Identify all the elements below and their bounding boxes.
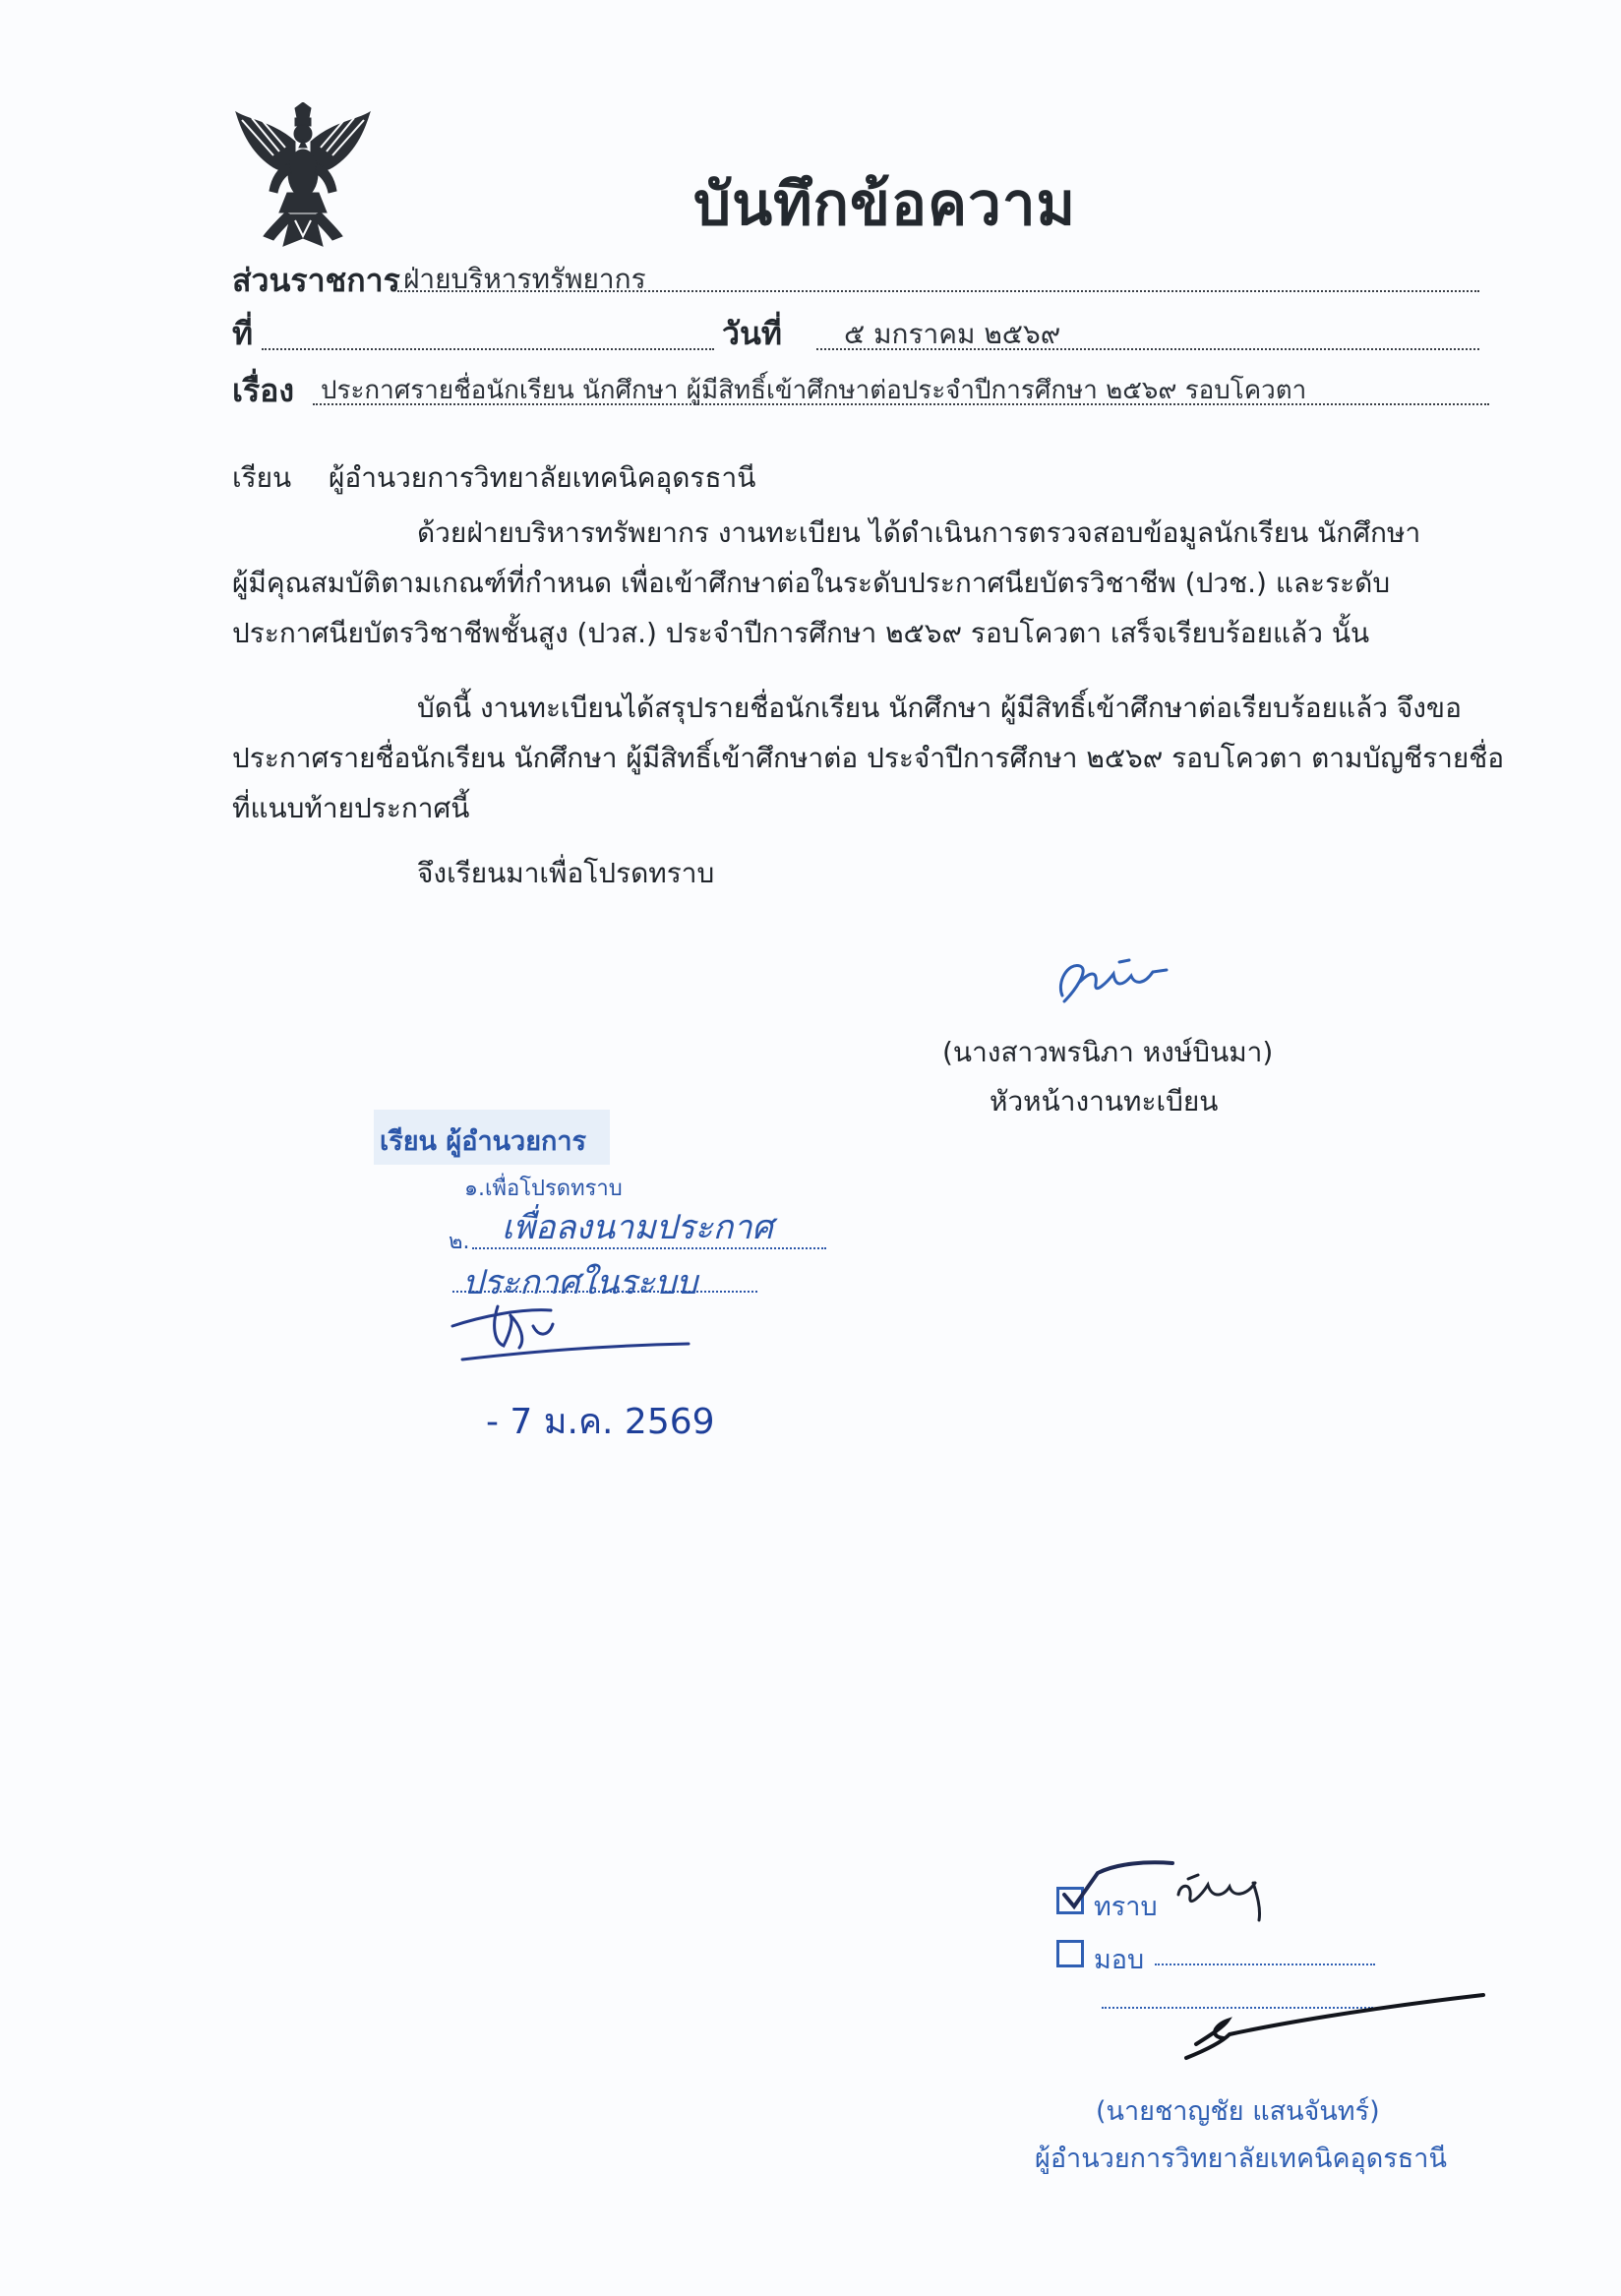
paragraph-2-line-3: ที่แนบท้ายประกาศนี้ — [232, 792, 470, 824]
stamp-heading: เรียน ผู้อำนวยการ — [380, 1126, 587, 1157]
paragraph-1-line-2: ผู้มีคุณสมบัติตามเกณฑ์ที่กำหนด เพื่อเข้าศึกษาต่อในระดับประกาศนียบัตรวิชาชีพ (ปวช.) และระดับ — [232, 567, 1391, 599]
paragraph-2-line-2: ประกาศรายชื่อนักเรียน นักศึกษา ผู้มีสิทธิ์เข้าศึกษาต่อ ประจำปีการศึกษา ๒๕๖๙ รอบโควตา ตามบัญชีรายชื่อ — [232, 742, 1505, 774]
date-label: วันที่ — [722, 315, 782, 352]
subject-value: ประกาศรายชื่อนักเรียน นักศึกษา ผู้มีสิทธิ์เข้าศึกษาต่อประจำปีการศึกษา ๒๕๖๙ รอบโควตา — [321, 376, 1307, 405]
garuda-emblem-icon — [234, 102, 372, 250]
director-initial-icon — [1169, 1865, 1277, 1924]
stamp-item-2-prefix: ๒. — [449, 1230, 470, 1254]
assign-label: มอบ — [1094, 1945, 1145, 1975]
paragraph-1-line-1: ด้วยฝ่ายบริหารทรัพยากร งานทะเบียน ได้ดำเนินการตรวจสอบข้อมูลนักเรียน นักศึกษา — [417, 516, 1421, 549]
department-label: ส่วนราชการ — [232, 262, 400, 299]
body-paragraph-2 — [232, 683, 1505, 833]
closing-text: จึงเรียนมาเพื่อโปรดทราบ — [417, 857, 715, 889]
signatory-name: (นางสาวพรนิภา หงษ์บินมา) — [942, 1036, 1274, 1068]
subject-label: เรื่อง — [232, 372, 294, 409]
paragraph-1-line-3: ประกาศนียบัตรวิชาชีพชั้นสูง (ปวส.) ประจำปีการศึกษา ๒๕๖๙ รอบโควตา เสร็จเรียบร้อยแล้ว นั้น — [232, 617, 1370, 649]
body-paragraph-1 — [232, 508, 1476, 658]
stamp-item-1: ๑.เพื่อโปรดทราบ — [464, 1177, 623, 1201]
department-value: ฝ่ายบริหารทรัพยากร — [403, 263, 646, 295]
stamp-signature-icon — [443, 1297, 698, 1375]
director-position: ผู้อำนวยการวิทยาลัยเทคนิคอุดรธานี — [1035, 2144, 1447, 2174]
assign-checkbox[interactable] — [1056, 1940, 1084, 1967]
signatory-position: หัวหน้างานทะเบียน — [990, 1085, 1219, 1118]
stamp-handwritten-note-2: ประกาศในระบบ — [462, 1263, 697, 1302]
acknowledge-label: ทราบ — [1094, 1892, 1158, 1922]
assign-dotted-line — [1155, 1964, 1375, 1965]
ref-dotted-line — [262, 348, 714, 350]
director-name: (นายชาญชัย แสนจันทร์) — [1096, 2096, 1380, 2127]
ref-label: ที่ — [232, 315, 254, 352]
date-value: ๕ มกราคม ๒๕๖๙ — [844, 318, 1061, 350]
stamp-handwritten-note-1: เพื่อลงนามประกาศ — [502, 1208, 774, 1247]
document-title: บันทึกข้อความ — [693, 170, 1077, 239]
director-signature-icon — [1167, 1985, 1491, 2064]
stamp-date: - 7 ม.ค. 2569 — [486, 1402, 715, 1442]
signatory-signature-icon — [1051, 952, 1198, 1011]
paragraph-2-line-1: บัดนี้ งานทะเบียนได้สรุปรายชื่อนักเรียน นักศึกษา ผู้มีสิทธิ์เข้าศึกษาต่อเรียบร้อยแล้ว จึงขอ — [417, 692, 1462, 724]
salutation-recipient: ผู้อำนวยการวิทยาลัยเทคนิคอุดรธานี — [329, 461, 756, 494]
salutation-label: เรียน — [232, 461, 292, 494]
